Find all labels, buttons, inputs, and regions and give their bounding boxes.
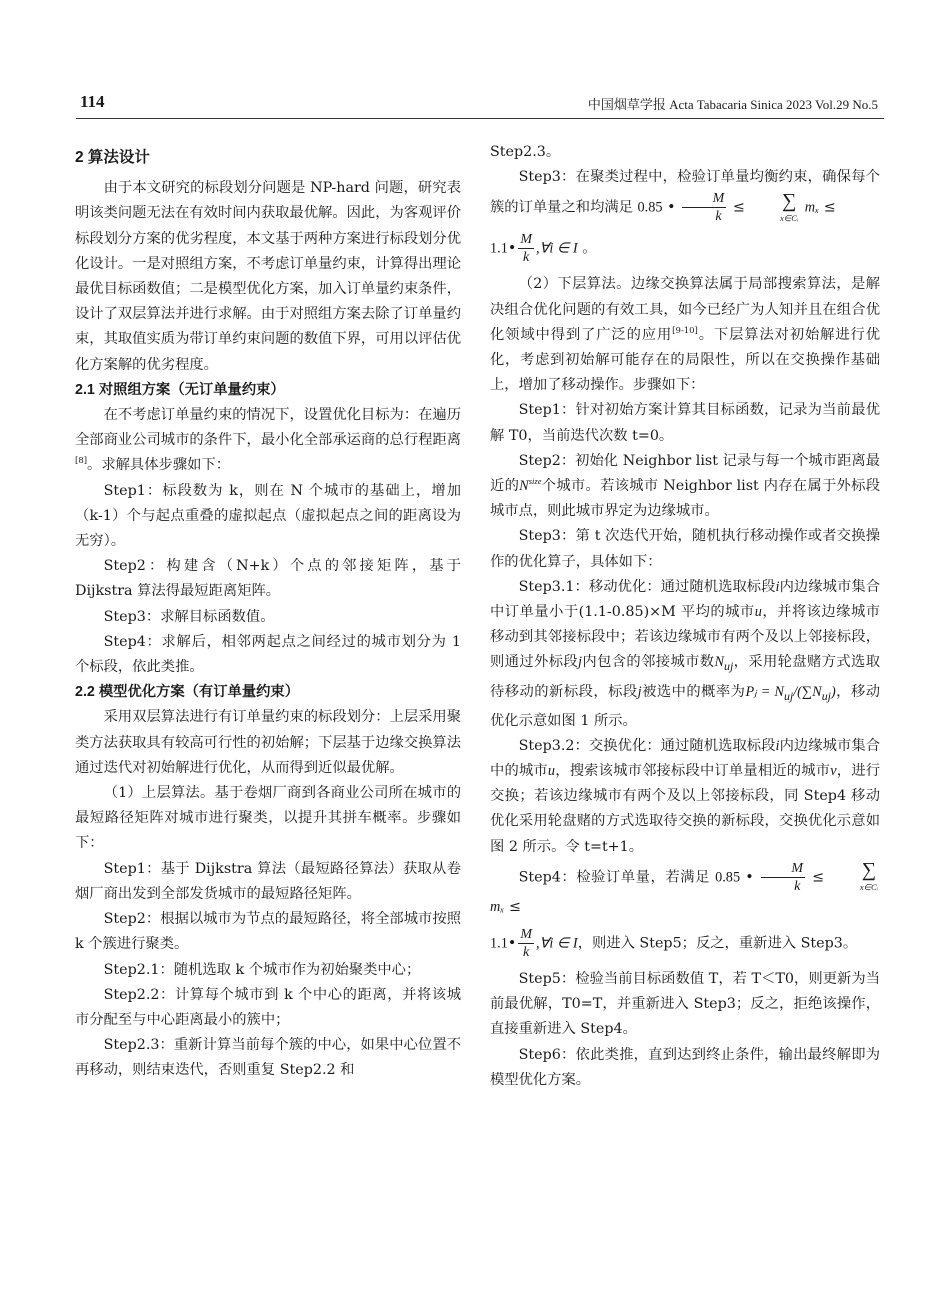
bullet-dot-2: • bbox=[507, 240, 517, 257]
upper-step-2-3-cont: Step2.3。 bbox=[490, 144, 561, 160]
ls31-prob-formula: Pⱼ = N bbox=[745, 683, 784, 700]
forall-term: ,∀i ∈ I bbox=[535, 240, 578, 257]
control-step-3: Step3：求解目标函数值。 bbox=[103, 608, 275, 625]
sum-subscript: x∈Cᵢ bbox=[780, 212, 799, 223]
lower-step-2-b: 个城市。若该城市 Neighbor list 内存在属于外标段城市点，则此城市界定为边缘城市。 bbox=[490, 478, 881, 520]
ls31-g: ，移动优化示意如图 1 所示。 bbox=[490, 683, 881, 729]
lower-step-2 bbox=[490, 449, 880, 525]
lower-step-1: Step1：针对初始方案计算其目标函数，记录为当前最优解 T0，当前迭代次数 t=0。 bbox=[490, 402, 880, 444]
upper-step-2-1: Step2.1：随机选取 k 个城市作为初始聚类中心； bbox=[103, 961, 421, 978]
upper-step-3-text: Step3：在聚类过程中，检验订单量均衡约束，确保每个簇的订单量之和均满足 bbox=[490, 169, 880, 216]
page-number: 114 bbox=[80, 92, 105, 111]
ls4-mx: mₓ bbox=[490, 898, 505, 915]
ls4-dot: • bbox=[745, 869, 754, 886]
ls4-sigma: ∑ bbox=[861, 859, 877, 882]
ls31-c: ，并将该边缘城市移动到其邻接标段中；若该边缘城市有两个及以上邻接标段，则通过外标段 bbox=[490, 604, 881, 671]
ls32-c: ，搜索该城市邻接标段中订单量相近的城市 bbox=[555, 762, 831, 779]
control-step-4: Step4：求解后，相邻两起点之间经过的城市划分为 1 个标段，依此类推。 bbox=[75, 633, 461, 676]
ls32-v: v bbox=[830, 762, 837, 779]
ls4-frac-den-2: k bbox=[523, 945, 530, 960]
ls4-a: Step4：检验订单量，若满足 bbox=[518, 869, 710, 886]
n-size-symbol: N bbox=[519, 478, 529, 495]
lower-intro-tail: 。下层算法对初始解进行优化，考虑到初始解可能存在的局限性，所以在交换操作基础上，增加了移动操作。步骤如下： bbox=[490, 326, 881, 394]
paragraph-2-2: 采用双层算法进行有订单量约束的标段划分：上层采用聚类方法获取具有较高可行性的初始解；下层基于边缘交换算法通过迭代对初始解进行优化，从而得到近似最优解。 bbox=[75, 709, 462, 776]
lower-step-4 bbox=[490, 860, 880, 920]
lower-step-3-1 bbox=[490, 575, 880, 734]
fraction-m-over-k-2 bbox=[518, 231, 534, 266]
paragraph-2-1-tail: 。求解具体步骤如下： bbox=[87, 457, 231, 474]
leq-sign-2: ≤ bbox=[823, 199, 836, 216]
ls31-prob-sub: uj bbox=[783, 688, 794, 703]
ls31-j2: j bbox=[637, 683, 642, 700]
frac-numerator: M bbox=[682, 190, 726, 208]
bullet-dot: • bbox=[667, 199, 676, 216]
ls32-d: ，进行交换；若该边缘城市有两个及以上邻接标段，同 Step4 移动优化采用轮盘赌的方式选取待交换的新标段，交换优化示意如图 2 所示。令 t=t+1。 bbox=[490, 762, 881, 855]
citation-9-10: [9-10] bbox=[672, 326, 698, 337]
leq-sign: ≤ bbox=[732, 199, 745, 216]
frac-denominator: k bbox=[715, 209, 722, 225]
ls31-nuj-sub: uj bbox=[724, 659, 734, 674]
lower-step-6: Step6：依此类推，直到达到终止条件，输出最终解即为模型优化方案。 bbox=[490, 1046, 880, 1088]
ls31-prob-formula-3: N bbox=[812, 683, 822, 700]
paragraph-2-1 bbox=[75, 403, 461, 479]
constraint-end: 。 bbox=[582, 240, 597, 257]
ls31-f: 被选中的概率为 bbox=[641, 683, 746, 700]
subsection-2-1-title: 2.1 对照组方案（无订单量约束） bbox=[75, 381, 285, 398]
ls4-fraction-2 bbox=[518, 926, 534, 961]
ls4-sum-sub: x∈Cᵢ bbox=[859, 882, 879, 893]
ls4-coef-11: 1.1 bbox=[490, 935, 508, 952]
fraction-m-over-k bbox=[682, 190, 726, 225]
upper-step-2-2: Step2.2：计算每个城市到 k 个中心的距离，并将该城市分配至与中心距离最小的簇中； bbox=[75, 986, 461, 1028]
summation bbox=[751, 191, 798, 225]
upper-step-3 bbox=[490, 165, 880, 225]
frac-denominator-2: k bbox=[523, 250, 530, 266]
n-size-superscript: size bbox=[528, 476, 542, 487]
right-column bbox=[490, 140, 880, 1093]
header-rule bbox=[76, 118, 884, 119]
ls32-i: i bbox=[775, 737, 780, 754]
control-step-1: Step1：标段数为 k，则在 N 个城市的基础上，增加（k-1）个与起点重叠的虚拟起点（虚拟起点之间的距离设为无穷）。 bbox=[75, 482, 461, 550]
ls4-tail: ，则进入 Step5；反之，重新进入 Step3。 bbox=[577, 935, 858, 952]
paragraph-intro: 由于本文研究的标段划分问题是 NP-hard 问题，研究表明该类问题无法在有效时间内获取最优解。因此，为客观评价标段划分方案的优劣程度，本文基于两种方案进行标段划分优化设计。一是对照组方案，不考虑订单量约束，计算得出理论最优目标函数值；二是模型优化方案，加入订单量约束条件，设计了双层算法并进行求解。由于对照组方案去除了订单量约束，其取值实质为带订单约束问题的数值下界，可用以评估优化方案解的优劣程度。 bbox=[75, 180, 462, 373]
sigma-symbol: ∑ bbox=[781, 189, 797, 212]
ls32-a: Step3.2：交换优化：通过随机选取标段 bbox=[518, 737, 776, 754]
ls31-prob-formula-4: ) bbox=[830, 683, 836, 700]
lower-step-2-a: Step2：初始化 Neighbor list 记录与每一个城市距离最近的 bbox=[490, 452, 880, 495]
paragraph-2-1-text: 在不考虑订单量约束的情况下，设置优化目标为：在遍历全部商业公司城市的条件下，最小化全部承运商的总行程距离 bbox=[75, 407, 462, 449]
ls31-u: u bbox=[754, 604, 762, 621]
ls4-constraint-line bbox=[490, 926, 880, 961]
section-title: 2 算法设计 bbox=[75, 149, 150, 166]
ls4-coef-085: 0.85 bbox=[715, 869, 741, 886]
ls31-j: j bbox=[578, 654, 583, 671]
journal-header: 中国烟草学报 Acta Tabacaria Sinica 2023 Vol.29 No.5 bbox=[587, 97, 878, 112]
ls31-i: i bbox=[775, 578, 780, 595]
ls4-forall: ,∀i ∈ I bbox=[535, 935, 578, 952]
ls31-nuj: N bbox=[714, 654, 725, 671]
ls4-dot-2: • bbox=[507, 935, 517, 952]
ls4-leq: ≤ bbox=[812, 869, 825, 886]
ls4-frac-num: M bbox=[761, 860, 805, 878]
upper-step-2-3: Step2.3：重新计算当前每个簇的中心，如果中心位置不再移动，则结束迭代，否则重复 Step2.2 和 bbox=[75, 1037, 461, 1079]
subsection-2-2-title: 2.2 模型优化方案（有订单量约束） bbox=[75, 684, 300, 701]
lower-algorithm-intro bbox=[490, 272, 880, 398]
left-column bbox=[75, 140, 461, 1084]
lower-step-3: Step3：第 t 次迭代开始，随机执行移动操作或者交换操作的优化算子，具体如下： bbox=[490, 528, 880, 570]
ls4-summation bbox=[831, 860, 878, 894]
upper-step-1: Step1：基于 Dijkstra 算法（最短路径算法）获取从卷烟厂商出发到全部发货城市的最短路径矩阵。 bbox=[75, 860, 461, 902]
mx-term: mₓ bbox=[804, 199, 820, 216]
ls4-leq-2: ≤ bbox=[508, 898, 521, 915]
ls4-fraction bbox=[761, 860, 805, 895]
ls31-prob-sub-2: uj bbox=[821, 688, 831, 703]
constraint-line bbox=[490, 231, 880, 266]
ls4-frac-num-2: M bbox=[520, 927, 532, 942]
frac-numerator-2: M bbox=[520, 232, 532, 248]
citation-8: [8] bbox=[75, 456, 88, 467]
ls31-prob-formula-2: /(∑ bbox=[793, 683, 813, 700]
ls31-a: Step3.1：移动优化：通过随机选取标段 bbox=[518, 578, 776, 595]
ls32-b: 内边缘城市集合中的城市 bbox=[490, 737, 881, 779]
ls32-u: u bbox=[547, 762, 556, 779]
lower-step-5: Step5：检验当前目标函数值 T，若 T＜T0，则更新为当前最优解，T0=T，并重新进入 Step3；反之，拒绝该操作，直接重新进入 Step4。 bbox=[490, 971, 880, 1038]
lower-intro-text: （2）下层算法。边缘交换算法属于局部搜索算法，是解决组合优化问题的有效工具，如今已经广为人知并且在组合优化领域中得到了广泛的应用 bbox=[490, 276, 880, 343]
upper-algorithm-intro: （1）上层算法。基于卷烟厂商到各商业公司所在城市的最短路径矩阵对城市进行聚类，以提升其拼车概率。步骤如下： bbox=[75, 785, 461, 852]
lower-step-3-2 bbox=[490, 734, 880, 860]
coef-11: 1.1 bbox=[490, 240, 508, 257]
ls31-d: 内包含的邻接城市数 bbox=[582, 654, 715, 671]
upper-step-2: Step2：根据以城市为节点的最短路径，将全部城市按照 k 个簇进行聚类。 bbox=[75, 911, 461, 953]
ls4-frac-den: k bbox=[794, 878, 801, 894]
control-step-2: Step2：构建含（N+k）个点的邻接矩阵，基于 Dijkstra 算法得最短距离矩阵。 bbox=[75, 558, 461, 600]
coef-085: 0.85 bbox=[637, 199, 663, 216]
ls31-b: 内边缘城市集合中订单量小于(1.1-0.85)×M 平均的城市 bbox=[490, 578, 881, 621]
ls31-e: ，采用轮盘赌方式选取待移动的新标段，标段 bbox=[490, 654, 881, 700]
